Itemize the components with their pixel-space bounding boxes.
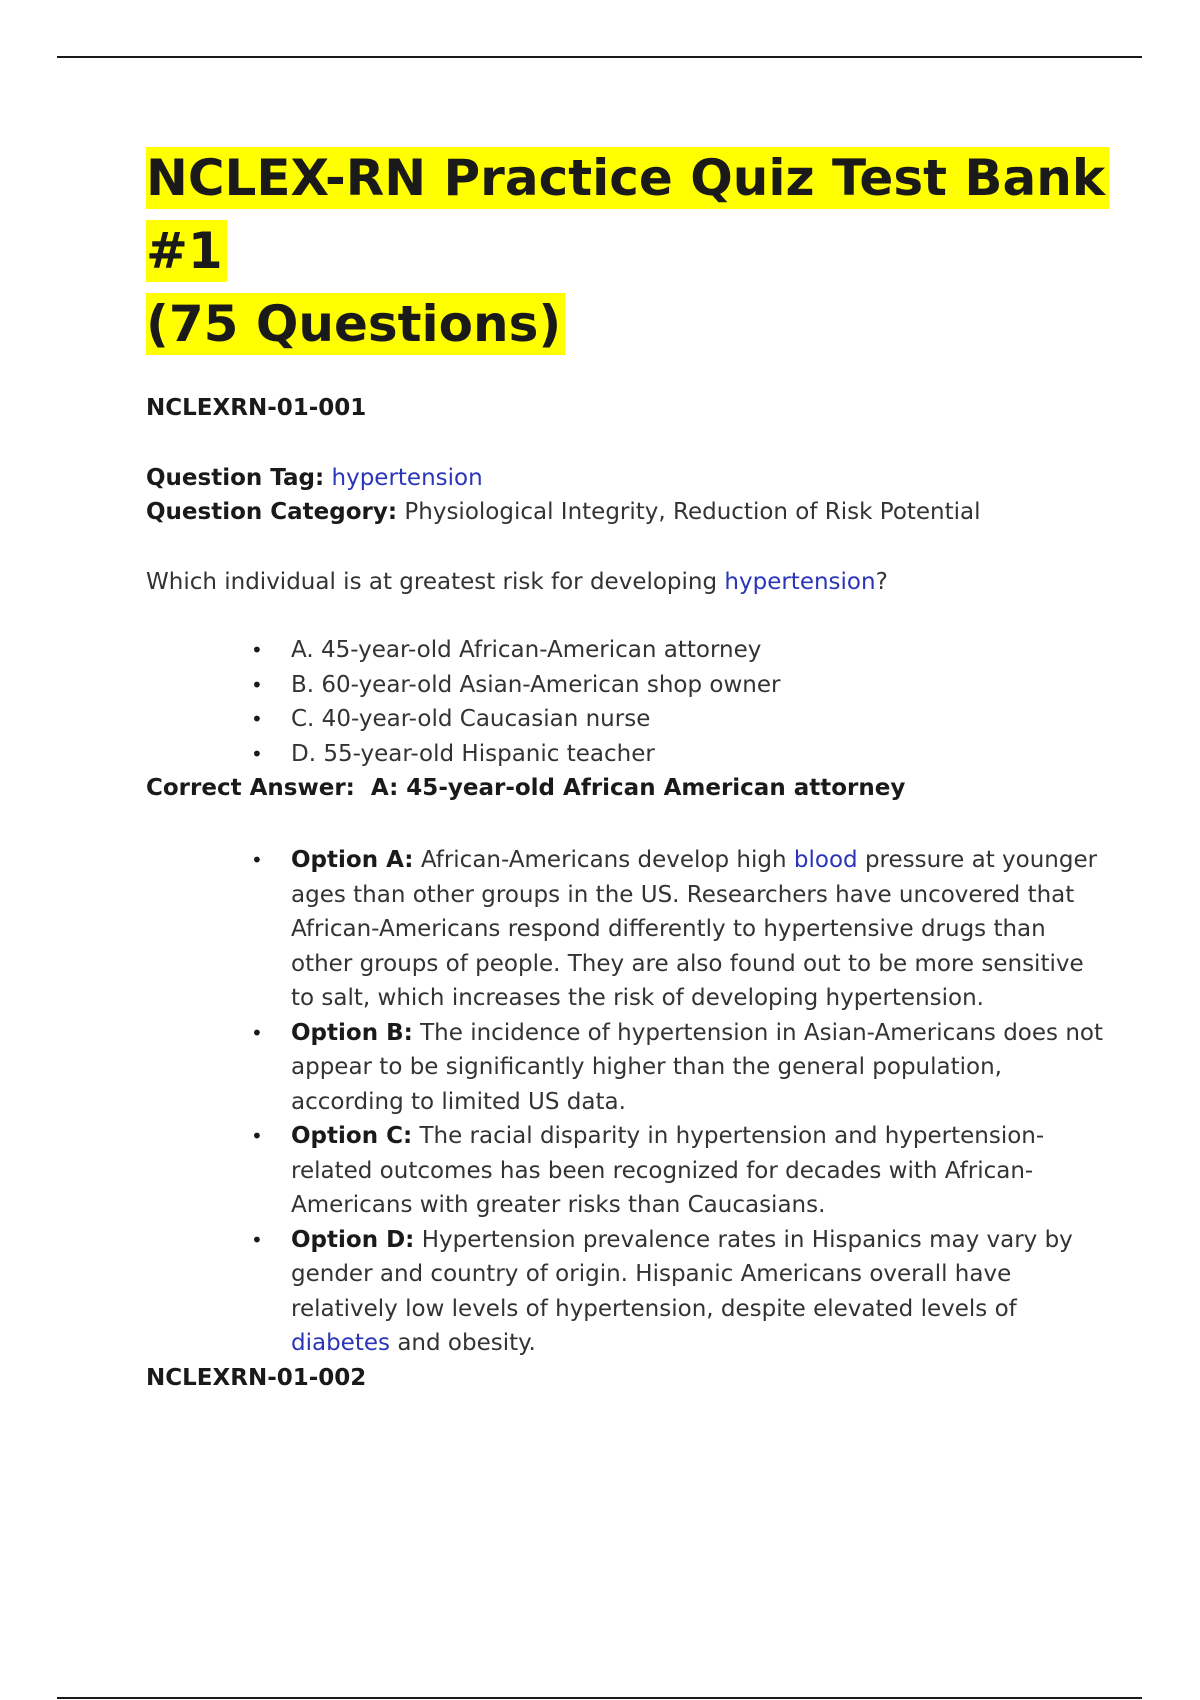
answer-option: • C. 40-year-old Caucasian nurse [146, 702, 1106, 737]
rationale-text: pressure at younger ages than other groups in the US. Researchers have uncovered that African-Americans respond differently to hypertensive drugs than other groups of people. They are also found out to be more sensitive to salt, which increases the risk of developing hypertension. [291, 847, 1098, 1011]
rationale-text: African-Americans develop high [420, 847, 787, 873]
rationale-label: Option A: [291, 847, 414, 873]
question-category-row [146, 495, 1106, 529]
next-question-id: NCLEXRN-01-002 [146, 1364, 367, 1391]
question-category-label: Question Category: [146, 499, 398, 525]
rationale-text: The incidence of hypertension in Asian-Americans does not appear to be significantly higher than the general population, according to limited US data. [291, 1019, 1103, 1115]
rationale-label: Option C: [291, 1123, 413, 1149]
rationale-text: and obesity. [397, 1330, 536, 1356]
rationale-label: Option D: [291, 1226, 415, 1253]
rationale-text: The racial disparity in hypertension and hypertension-related outcomes has been recognized for decades with African-Americans with greater risks than Caucasians. [291, 1123, 1045, 1218]
rationale-option-c [146, 1119, 1106, 1223]
hypertension-link[interactable]: hypertension [724, 569, 876, 595]
rationale-option-b [146, 1016, 1106, 1120]
blood-link[interactable]: blood [793, 847, 858, 873]
question-stem-text: Which individual is at greatest risk for developing [146, 569, 718, 595]
answer-option: • A. 45-year-old African-American attorney [146, 633, 1106, 668]
title-line-2: (75 Questions) [146, 293, 565, 355]
rationale-label: Option B: [291, 1019, 413, 1046]
rationale-option-a [146, 843, 1106, 1016]
diabetes-link[interactable]: diabetes [291, 1330, 390, 1356]
document-body [146, 142, 1106, 1395]
correct-answer-label: Correct Answer: [146, 775, 355, 801]
question-stem-end: ? [875, 569, 888, 595]
top-divider [57, 56, 1142, 58]
question-tag-label: Question Tag: [146, 465, 325, 491]
question-stem [146, 565, 1106, 599]
title-line-1: NCLEX-RN Practice Quiz Test Bank #1 [146, 147, 1109, 282]
answer-options-list [146, 633, 1106, 771]
question-id: NCLEXRN-01-001 [146, 395, 367, 421]
rationale-option-d [146, 1223, 1106, 1361]
document-title [146, 142, 1106, 361]
question-category-value: Physiological Integrity, Reduction of Risk Potential [404, 499, 981, 525]
question-tag-link[interactable]: hypertension [331, 465, 483, 491]
answer-option: • B. 60-year-old Asian-American shop owner [146, 668, 1106, 703]
correct-answer [146, 771, 1106, 805]
rationale-list [146, 843, 1106, 1361]
question-tag-row [146, 461, 1106, 495]
answer-option: • D. 55-year-old Hispanic teacher [146, 737, 1106, 772]
bottom-divider [57, 1697, 1142, 1699]
rationale-text: Hypertension prevalence rates in Hispanics may vary by gender and country of origin. Hispanic Americans overall have relatively low levels of hypertension, despite elevated levels of [291, 1226, 1073, 1322]
correct-answer-value: A: 45-year-old African American attorney [370, 775, 906, 801]
